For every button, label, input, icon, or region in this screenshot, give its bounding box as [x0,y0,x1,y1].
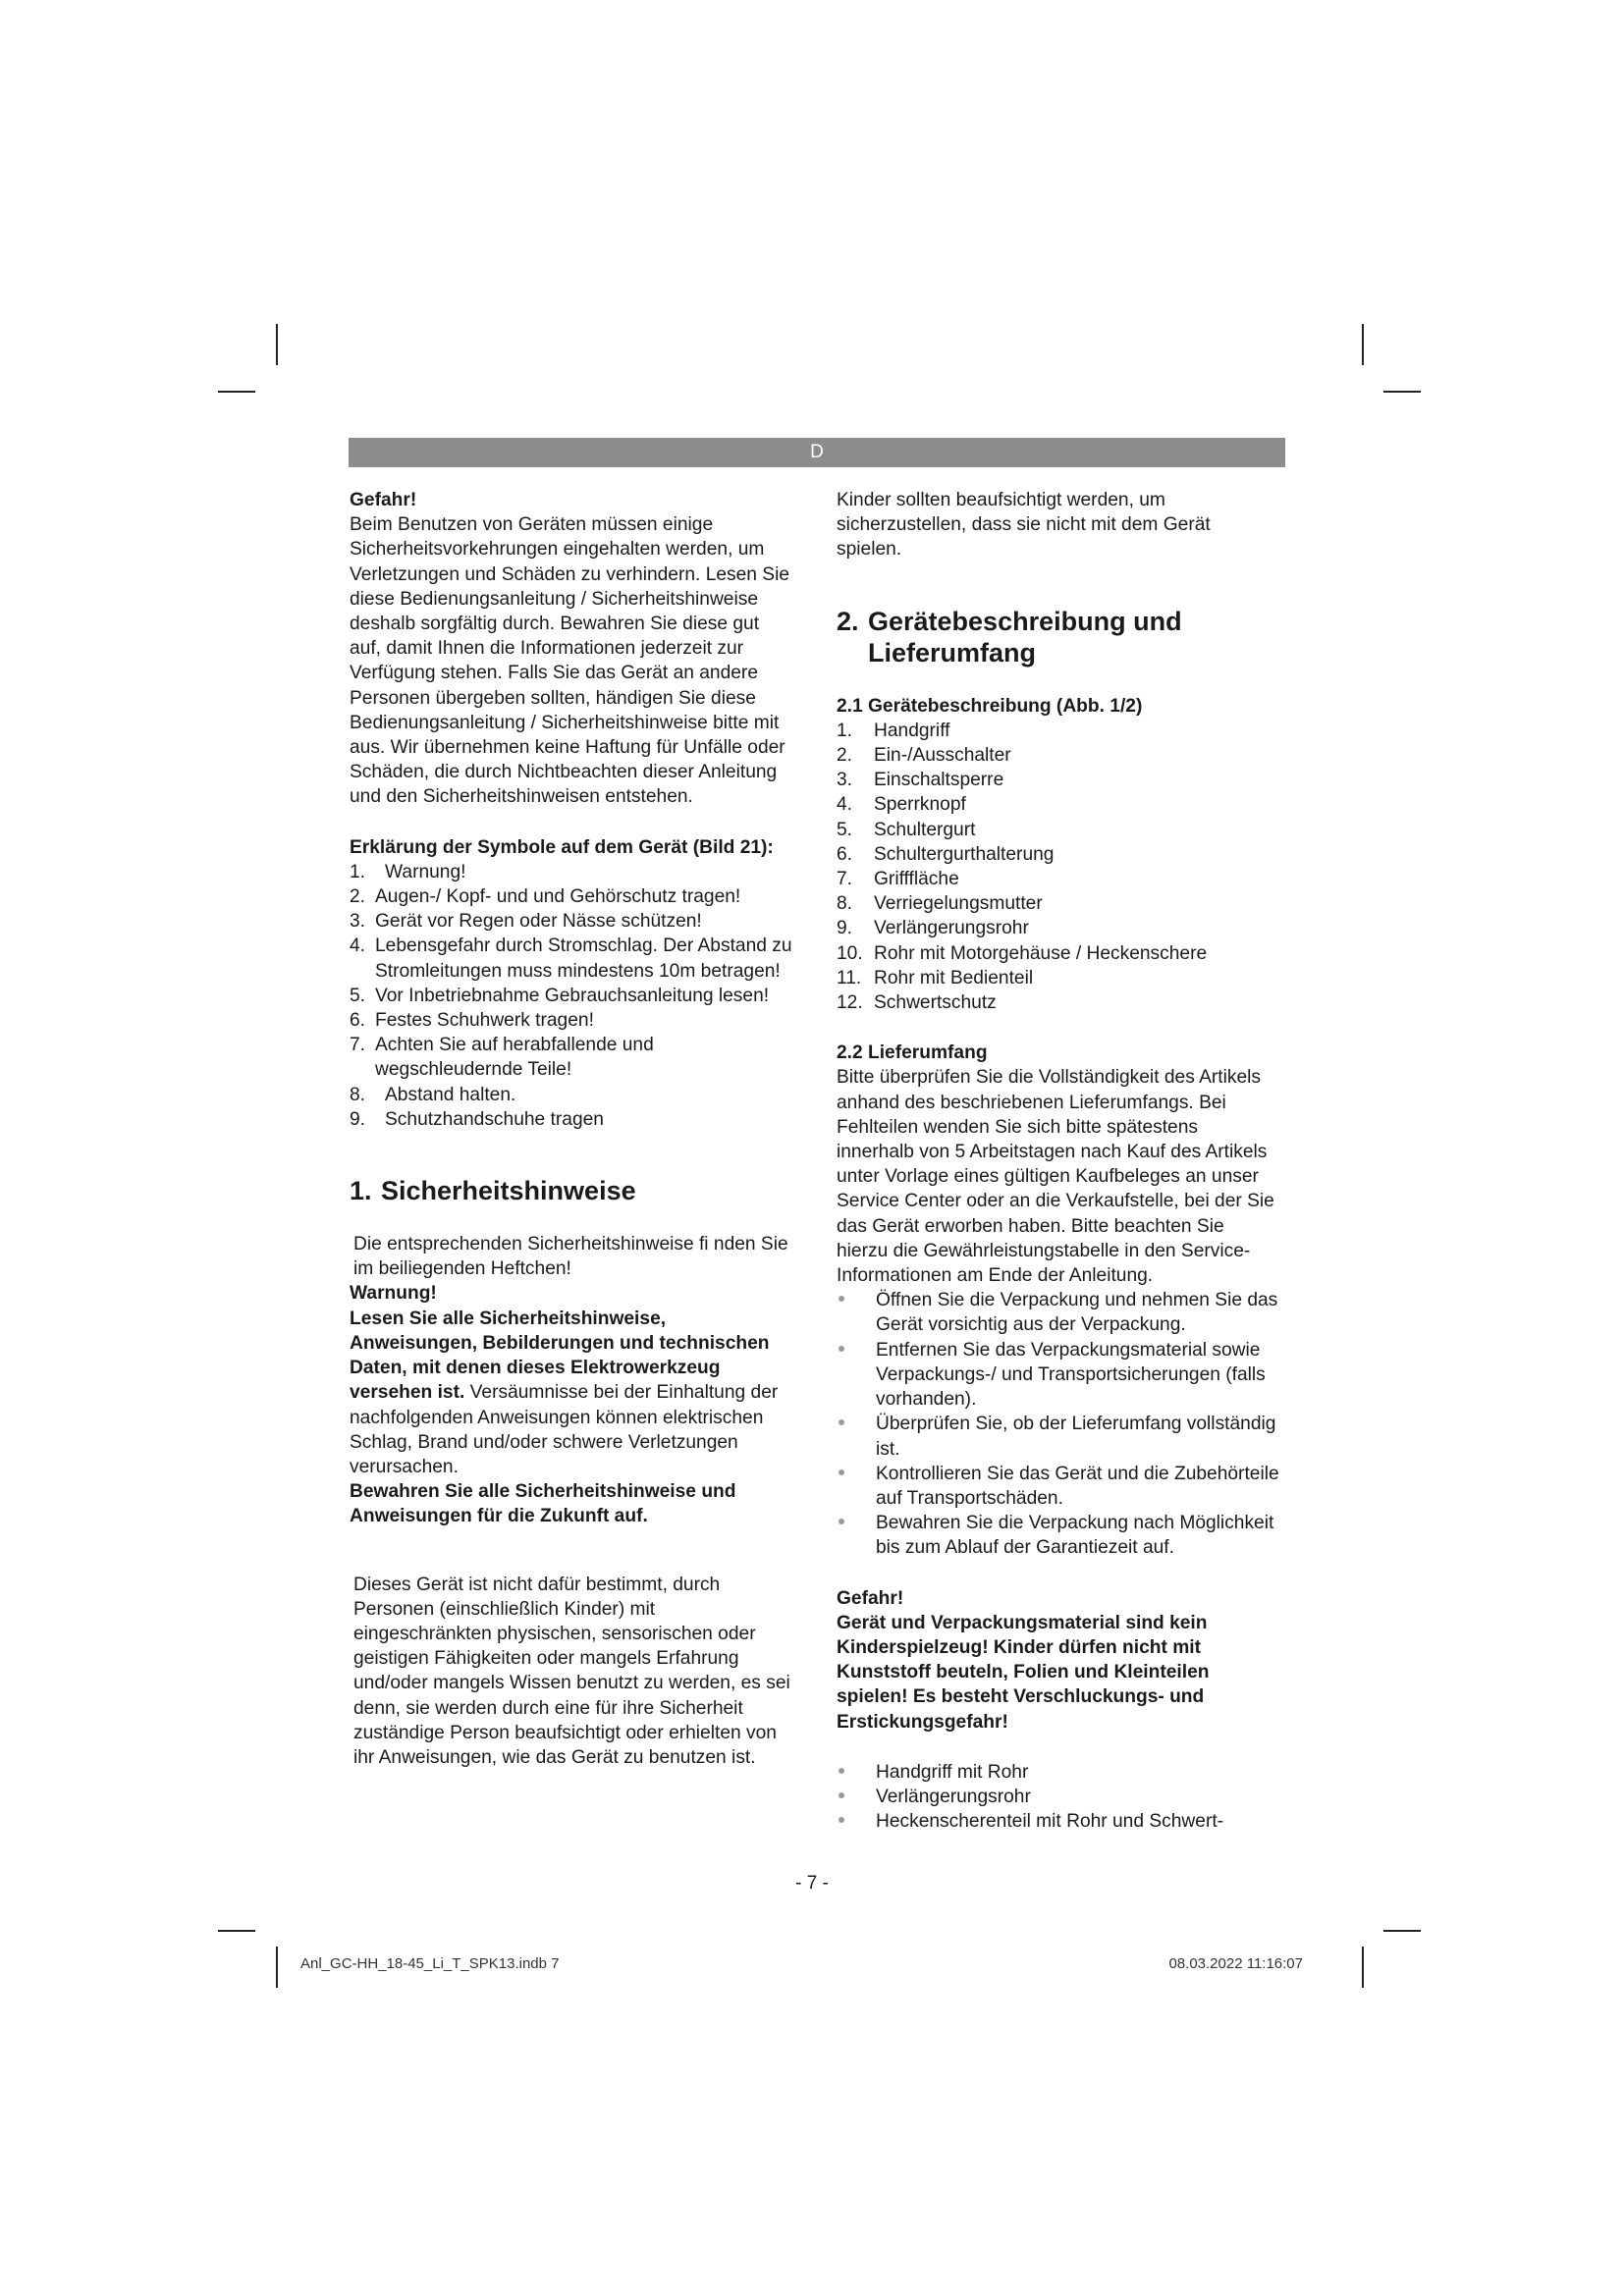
danger-title: Gefahr! [350,490,417,510]
language-tab: D [349,438,1285,467]
list-item: Öffnen Sie die Verpackung und nehmen Sie das Gerät vorsichtig aus der Verpackung. [837,1288,1280,1337]
unpacking-steps [837,1288,1280,1560]
list-item: 8. Verriegelungsmutter [837,893,1043,915]
bullet-icon [839,1519,844,1524]
list-item: Entfernen Sie das Verpackungsmaterial sowie Verpackungs-/ und Transportsicherungen (falls vorhanden). [837,1338,1280,1413]
bullet-icon [839,1817,844,1823]
bullet-icon [839,1419,844,1425]
list-item: 5. Vor Inbetriebnahme Gebrauchsanleitung lesen! [350,985,770,1006]
parts-list [837,719,1280,1015]
danger-title-2: Gefahr! [837,1587,904,1609]
page-number: - 7 - [795,1873,829,1894]
list-item: 8. Abstand halten. [350,1084,516,1105]
list-item: 9. Verlängerungsrohr [837,918,1029,939]
keep-instructions: Bewahren Sie alle Sicherheitshinweise und Anweisungen für die Zukunft auf. [350,1481,736,1527]
safety-intro: Die entsprechenden Sicherheitshinweise fi nden Sie im beiliegenden Heftchen! [353,1234,788,1280]
danger-text: Beim Benutzen von Geräten müssen einige Sicherheitsvorkehrungen eingehalten werden, um Verletzungen und Schäden zu verhindern. Lesen Sie diese Bedienungsanleitung / Sicherheitshinweise deshalb sorgfältig durch. Bewahren Sie diese gut auf, damit Ihnen die Informationen jederzeit zur Verfügung stehen. Falls Sie das Gerät an andere Personen übergeben sollten, händigen Sie diese Bedienungsanleitung / Sicherheitshinweise bitte mit aus. Wir übernehmen keine Haftung für Unfälle oder Schäden, die durch Nichtbeachten dieser Anleitung und den Sicherheitshinweisen entstehen. [350,514,790,808]
list-item: 9. Schutzhandschuhe tragen [350,1108,604,1130]
list-item: Handgriff mit Rohr [837,1760,1280,1785]
contents-list [837,1760,1280,1835]
left-column [350,488,793,1770]
list-item: 11. Rohr mit Bedienteil [837,967,1034,988]
warning-paragraph: Lesen Sie alle Sicherheitshinweise, Anweisungen, Bebilderungen und technischen Daten, mit denen dieses Elektrowerkzeug versehen ist. Versäumnisse bei der Einhaltung der nachfolgenden Anweisungen können elektrischen Schlag, Brand und/oder schwere Verletzungen verursachen. [350,1308,779,1477]
delivery-text: Bitte überprüfen Sie die Vollständigkeit des Artikels anhand des beschriebenen Lieferumfangs. Bei Fehlteilen wenden Sie sich bitte spätestens innerhalb von 5 Arbeitstagen nach Kauf des Artikels unter Vorlage eines gültigen Kaufbeleges an unser Service Center oder an die Verkaufstelle, bei der Sie das Gerät erworben haben. Bitte beachten Sie hierzu die Gewährleistungstabelle in den Service-Informationen am Ende der Anleitung. [837,1067,1274,1287]
section-1-heading: 1. Sicherheitshinweise [350,1176,636,1206]
list-item: Heckenscherenteil mit Rohr und Schwert- [837,1809,1280,1834]
list-item: 7. Grifffläche [837,869,959,890]
list-item: 1. Handgriff [837,720,950,741]
footer-filename: Anl_GC-HH_18-45_Li_T_SPK13.indb 7 [300,1955,560,1972]
list-item: Verlängerungsrohr [837,1785,1280,1809]
crop-mark [1383,1930,1421,1932]
crop-mark [1362,324,1364,365]
bullet-icon [839,1469,844,1475]
list-item: 2. Augen-/ Kopf- und und Gehörschutz tragen! [350,886,741,908]
list-item: 4. Lebensgefahr durch Stromschlag. Der Abstand zu Stromleitungen muss mindestens 10m betragen! [350,935,792,982]
crop-mark [276,1947,278,1988]
crop-mark [1362,1947,1364,1988]
list-item: 4. Sperrknopf [837,794,966,816]
list-item: 1. Warnung! [350,861,466,882]
persons-text: Dieses Gerät ist nicht dafür bestimmt, durch Personen (einschließlich Kinder) mit eingeschränkten physischen, sensorischen oder geistigen Fähigkeiten oder mangels Erfahrung und/oder mangels Wissen benutzt zu werden, es sei denn, sie werden durch eine für ihre Sicherheit zuständige Person beaufsichtigt oder erhielten von ihr Anweisungen, wie das Gerät zu benutzen ist. [353,1574,790,1768]
warning-label: Warnung! [350,1283,437,1305]
subsection-2-1-title: 2.1 Gerätebeschreibung (Abb. 1/2) [837,695,1143,717]
list-item: Bewahren Sie die Verpackung nach Möglichkeit bis zum Ablauf der Garantiezeit auf. [837,1511,1280,1560]
list-item: Kontrollieren Sie das Gerät und die Zubehörteile auf Transportschäden. [837,1462,1280,1511]
right-column [837,488,1280,1834]
symbols-list [350,860,793,1132]
crop-mark [1383,391,1421,393]
list-item: 6. Festes Schuhwerk tragen! [350,1010,594,1032]
symbols-title: Erklärung der Symbole auf dem Gerät (Bild 21): [350,836,774,858]
section-2-heading: 2. Gerätebeschreibung und Lieferumfang [837,606,1182,667]
children-text: Kinder sollten beaufsichtigt werden, um sicherzustellen, dass sie nicht mit dem Gerät spielen. [837,490,1211,561]
danger-text-2: Gerät und Verpackungsmaterial sind kein Kinderspielzeug! Kinder dürfen nicht mit Kunststoff beuteln, Folien und Kleinteilen spielen! Es besteht Verschluckungs- und Erstickungsgefahr! [837,1612,1210,1733]
subsection-2-2-title: 2.2 Lieferumfang [837,1042,988,1064]
bullet-icon [839,1346,844,1352]
bullet-icon [839,1768,844,1774]
list-item: Überprüfen Sie, ob der Lieferumfang vollständig ist. [837,1412,1280,1461]
bullet-icon [839,1296,844,1302]
list-item: 6. Schultergurthalterung [837,843,1055,865]
list-item: 5. Schultergurt [837,819,976,840]
crop-mark [218,391,255,393]
list-item: 3. Gerät vor Regen oder Nässe schützen! [350,911,702,933]
bullet-icon [839,1792,844,1798]
list-item: 12. Schwertschutz [837,992,997,1014]
list-item: 7. Achten Sie auf herabfallende und wegschleudernde Teile! [350,1035,654,1081]
footer-timestamp: 08.03.2022 11:16:07 [1168,1955,1303,1972]
list-item: 3. Einschaltsperre [837,770,1004,791]
crop-mark [218,1930,255,1932]
list-item: 2. Ein-/Ausschalter [837,745,1011,767]
list-item: 10. Rohr mit Motorgehäuse / Heckenschere [837,942,1208,964]
crop-mark [276,324,278,365]
